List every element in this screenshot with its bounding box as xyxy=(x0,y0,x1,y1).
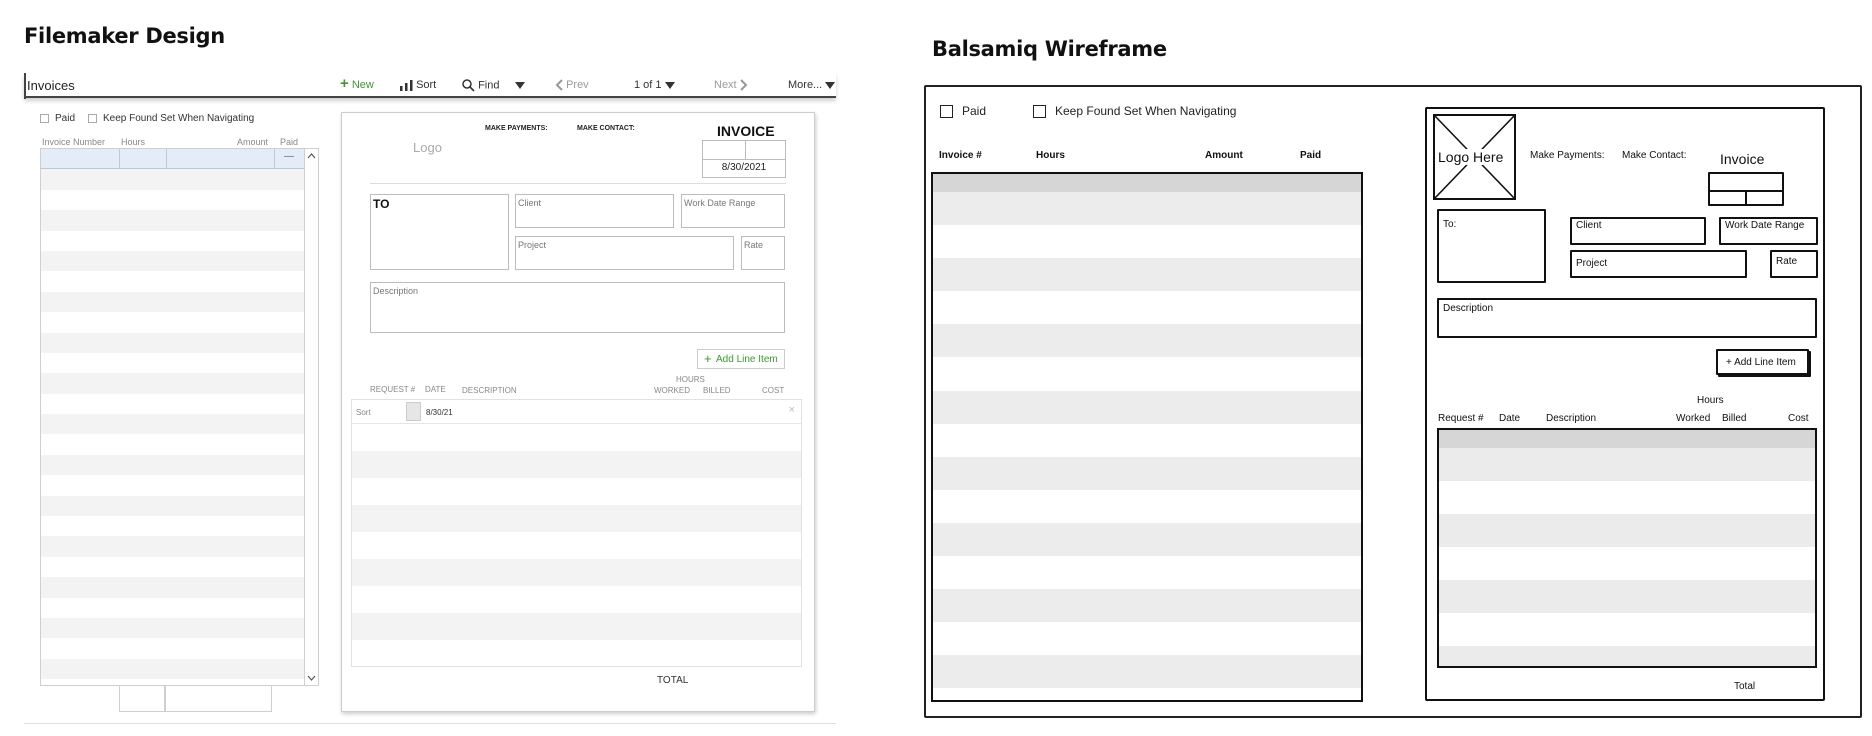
paid-filter-checkbox[interactable]: Paid xyxy=(940,104,986,118)
line-items-table[interactable] xyxy=(1437,428,1817,668)
plus-icon: + xyxy=(704,351,712,366)
work-date-range-field[interactable]: Work Date Range xyxy=(1719,217,1818,245)
invoice-id-box[interactable] xyxy=(702,140,786,178)
description-field[interactable]: Description xyxy=(1437,298,1817,338)
col-header-amount[interactable]: Amount xyxy=(237,137,269,147)
chevron-left-icon xyxy=(555,79,563,91)
table-row[interactable] xyxy=(41,394,305,414)
invoice-title: Invoice xyxy=(1720,151,1765,167)
table-row[interactable] xyxy=(352,613,801,640)
col-header-invoice-number[interactable]: Invoice Number xyxy=(42,137,106,147)
invoice-list[interactable] xyxy=(40,148,305,686)
filemaker-toolbar xyxy=(24,73,836,98)
layout-title: Invoices xyxy=(27,78,75,93)
table-row[interactable] xyxy=(41,353,305,373)
table-row[interactable] xyxy=(933,225,1361,258)
paid-filter-checkbox[interactable]: Paid xyxy=(40,113,75,124)
line-header-billed: Billed xyxy=(1722,413,1747,424)
previous-record-button[interactable]: Prev xyxy=(555,79,589,91)
table-row[interactable] xyxy=(933,291,1361,324)
table-row[interactable] xyxy=(41,434,305,454)
table-row[interactable] xyxy=(1439,448,1815,481)
table-row[interactable] xyxy=(933,556,1361,589)
table-header-row xyxy=(1439,430,1815,448)
table-row[interactable] xyxy=(41,251,305,271)
list-footer-hours-total xyxy=(119,686,165,712)
table-row[interactable] xyxy=(41,496,305,516)
filemaker-heading: Filemaker Design xyxy=(24,24,225,48)
table-row[interactable] xyxy=(41,149,305,169)
table-row[interactable] xyxy=(41,271,305,291)
project-field[interactable]: Project xyxy=(515,236,734,270)
find-button[interactable]: Find xyxy=(462,79,499,92)
make-payments-label: Make Payments: xyxy=(1530,150,1605,161)
invoice-date: 8/30/2021 xyxy=(721,162,767,173)
table-header-row xyxy=(933,174,1361,192)
table-row[interactable] xyxy=(41,292,305,312)
table-row[interactable] xyxy=(352,505,801,532)
table-row[interactable] xyxy=(1439,613,1815,646)
checkbox-box[interactable] xyxy=(1033,105,1046,118)
rate-field[interactable]: Rate xyxy=(741,236,785,270)
table-row[interactable] xyxy=(352,559,801,586)
logo-label: Logo Here xyxy=(1438,149,1504,165)
scroll-up-icon[interactable] xyxy=(305,151,318,161)
table-row[interactable] xyxy=(933,457,1361,490)
table-row[interactable] xyxy=(41,536,305,556)
table-row[interactable] xyxy=(41,557,305,577)
table-row[interactable] xyxy=(933,622,1361,655)
divider xyxy=(370,183,786,184)
rate-field[interactable]: Rate xyxy=(1770,250,1818,278)
table-row[interactable] xyxy=(933,655,1361,688)
table-row[interactable] xyxy=(352,640,801,667)
table-row[interactable] xyxy=(41,210,305,230)
add-line-item-button[interactable]: + Add Line Item xyxy=(697,349,785,369)
table-row[interactable] xyxy=(352,451,801,478)
table-row[interactable] xyxy=(1439,646,1815,668)
table-row[interactable] xyxy=(933,324,1361,357)
line-header-description: Description xyxy=(1546,413,1597,424)
record-counter[interactable]: 1 of 1 xyxy=(634,79,675,91)
table-row[interactable] xyxy=(1439,580,1815,613)
new-record-button[interactable]: + New xyxy=(340,75,374,92)
col-header-paid[interactable]: Paid xyxy=(280,137,299,147)
delete-line-icon[interactable]: × xyxy=(788,404,795,416)
table-row[interactable] xyxy=(1439,547,1815,580)
line-header-cost: Cost xyxy=(1788,413,1809,424)
drag-handle-icon[interactable] xyxy=(406,402,421,421)
table-row[interactable] xyxy=(933,688,1361,702)
checkbox-box[interactable] xyxy=(40,114,49,123)
line-header-cost: COST xyxy=(762,386,785,395)
make-payments-label: MAKE PAYMENTS: xyxy=(485,125,548,132)
table-row[interactable] xyxy=(1439,514,1815,547)
next-record-button[interactable]: Next xyxy=(714,79,748,91)
table-row[interactable] xyxy=(933,192,1361,225)
table-row[interactable] xyxy=(41,190,305,210)
magnifier-icon xyxy=(462,79,475,92)
table-row[interactable] xyxy=(41,231,305,251)
table-row[interactable] xyxy=(41,577,305,597)
table-row[interactable] xyxy=(352,586,801,613)
col-header-hours[interactable]: Hours xyxy=(1036,150,1065,161)
table-row[interactable] xyxy=(352,400,801,424)
line-header-billed: BILLED xyxy=(703,386,731,395)
line-header-date: DATE xyxy=(425,385,446,394)
list-scrollbar[interactable] xyxy=(304,148,319,686)
total-label: Total xyxy=(1734,681,1756,692)
sort-button[interactable]: Sort xyxy=(400,79,436,91)
total-label: TOTAL xyxy=(657,675,689,686)
table-row[interactable] xyxy=(41,638,305,658)
table-row[interactable] xyxy=(352,424,801,451)
table-row[interactable] xyxy=(41,516,305,536)
scroll-down-icon[interactable] xyxy=(305,673,318,683)
make-contact-label: Make Contact: xyxy=(1622,150,1687,161)
line-header-worked: Worked xyxy=(1676,413,1711,424)
sort-handle[interactable]: Sort xyxy=(356,408,371,417)
table-row[interactable] xyxy=(41,312,305,332)
chevron-down-icon xyxy=(665,82,675,89)
client-field[interactable]: Client xyxy=(515,194,674,228)
col-header-amount[interactable]: Amount xyxy=(1205,150,1243,161)
table-row[interactable] xyxy=(933,258,1361,291)
client-field[interactable]: Client xyxy=(1570,217,1706,245)
line-header-worked: WORKED xyxy=(654,386,690,395)
table-row[interactable] xyxy=(41,475,305,495)
line-header-request: REQUEST # xyxy=(370,385,416,394)
add-line-item-button[interactable]: + Add Line Item xyxy=(1716,349,1809,375)
invoice-title: INVOICE xyxy=(717,123,775,139)
find-options-dropdown[interactable] xyxy=(515,79,525,91)
table-row[interactable] xyxy=(352,478,801,505)
divider xyxy=(24,723,836,724)
work-date-range-field[interactable]: Work Date Range xyxy=(681,194,785,228)
line-header-request: Request # xyxy=(1438,413,1484,424)
sort-bars-icon xyxy=(400,80,413,91)
table-row[interactable] xyxy=(933,357,1361,390)
description-field[interactable]: Description xyxy=(370,282,785,333)
checkbox-box[interactable] xyxy=(88,114,97,123)
more-menu-button[interactable]: More... xyxy=(788,79,835,91)
invoice-id-box[interactable] xyxy=(1708,172,1784,206)
project-field[interactable]: Project xyxy=(1570,250,1747,278)
logo-image-placeholder xyxy=(1433,114,1516,200)
table-row[interactable] xyxy=(1439,481,1815,514)
table-row[interactable] xyxy=(41,659,305,679)
line-items-portal[interactable] xyxy=(351,399,802,667)
table-row[interactable] xyxy=(41,455,305,475)
make-contact-label: MAKE CONTACT: xyxy=(577,125,635,132)
table-row[interactable] xyxy=(41,169,305,189)
line-header-description: DESCRIPTION xyxy=(462,386,517,395)
table-row[interactable] xyxy=(352,532,801,559)
to-field[interactable]: TO xyxy=(370,194,509,270)
chevron-down-icon xyxy=(825,82,835,89)
table-row[interactable] xyxy=(933,490,1361,523)
table-row[interactable] xyxy=(933,589,1361,622)
table-row[interactable] xyxy=(933,424,1361,457)
col-header-hours[interactable]: Hours xyxy=(121,137,146,147)
chevron-right-icon xyxy=(740,79,748,91)
line-header-date: Date xyxy=(1499,413,1521,424)
table-row[interactable] xyxy=(933,391,1361,424)
col-header-invoice-number[interactable]: Invoice # xyxy=(939,150,982,161)
line-header-hours: HOURS xyxy=(676,375,705,384)
line-header-hours: Hours xyxy=(1697,395,1724,406)
to-field[interactable]: To: xyxy=(1437,209,1546,283)
chevron-down-icon xyxy=(515,82,525,89)
table-row[interactable] xyxy=(933,523,1361,556)
balsamiq-heading: Balsamiq Wireframe xyxy=(932,37,1167,61)
line-date[interactable]: 8/30/21 xyxy=(426,408,453,417)
keep-found-set-checkbox[interactable]: Keep Found Set When Navigating xyxy=(1033,104,1236,118)
logo-placeholder: Logo xyxy=(413,140,442,155)
col-header-paid[interactable]: Paid xyxy=(1300,150,1322,161)
table-row[interactable] xyxy=(41,598,305,618)
plus-icon: + xyxy=(340,75,349,92)
checkbox-box[interactable] xyxy=(940,105,953,118)
invoice-list[interactable] xyxy=(931,172,1363,702)
table-row[interactable] xyxy=(41,333,305,353)
paid-marker: — xyxy=(284,151,294,162)
table-row[interactable] xyxy=(41,618,305,638)
table-row[interactable] xyxy=(41,414,305,434)
list-footer-amount-total xyxy=(165,686,272,712)
table-row[interactable] xyxy=(41,373,305,393)
keep-found-set-checkbox[interactable]: Keep Found Set When Navigating xyxy=(88,113,254,124)
